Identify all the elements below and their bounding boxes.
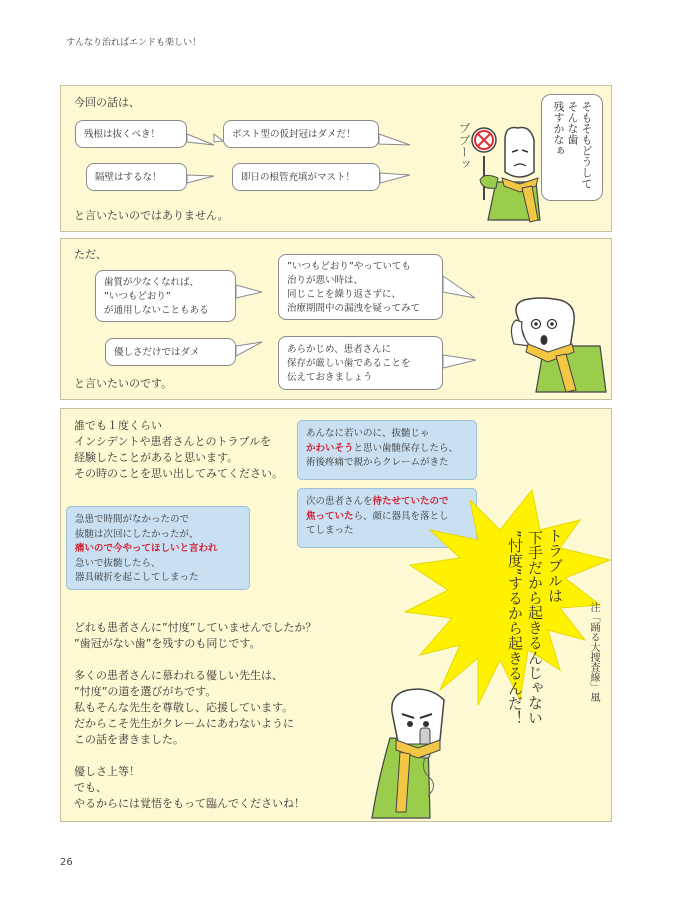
bubble5-line-2: ”いつもどおり”	[104, 291, 171, 302]
panel3-intro-line-3: 経験したことがあると思います。	[74, 451, 239, 464]
panel3-closing	[74, 620, 316, 812]
bubble7-line-4: 治療期間中の漏洩を疑ってみて	[287, 303, 421, 314]
panel1-intro: 今回の話は、	[74, 96, 140, 109]
box2-highlight-1: 待たせていたので	[372, 496, 449, 507]
closing-line-6: 私もそんな先生を尊敬し、応援しています。	[74, 701, 294, 714]
box3-line-1: 急患で時間がなかったので	[75, 514, 190, 525]
box2-before: 次の患者さんを	[306, 496, 373, 507]
box3-line-4: 急いで抜髄したら、	[75, 557, 161, 569]
panel3-intro-line-2: インシデントや患者さんとのトラブルを	[74, 435, 272, 448]
panel2-outro: と言いたいのです。	[74, 377, 173, 390]
incident-box-1	[297, 420, 477, 480]
shout-line-3: ”忖度”するから起きるんだ！	[506, 530, 524, 726]
box3-line-5: 器具破折を起こしてしまった	[75, 572, 199, 583]
box1-line-3: 術後疼痛で親からクレームがきた	[306, 457, 449, 468]
panel2-intro: ただ、	[74, 248, 107, 261]
panel3-intro	[74, 418, 283, 482]
speech-bubble-7	[278, 254, 443, 320]
speech-bubble-4: 即日の根管充填がマスト！	[232, 163, 380, 191]
speech-bubble-6: 優しさだけではダメ	[105, 338, 236, 366]
box2-line-1	[306, 495, 468, 510]
closing-line-9	[74, 748, 316, 764]
tooth-character-3	[0, 0, 1, 1]
thought-line-2: そんな歯	[566, 101, 579, 145]
box1-line-2	[306, 442, 468, 457]
closing-line-3	[74, 652, 316, 668]
bubble5-line-1: 歯質が少なくなれば、	[104, 277, 200, 288]
panel1-outro: と言いたいのではありません。	[74, 209, 229, 222]
speech-bubble-8	[278, 336, 443, 390]
closing-line-2: ”歯冠がない歯”を残すのも同じです。	[74, 637, 261, 650]
bubble8-line-2: 保存が厳しい歯であることを	[287, 358, 411, 369]
bubble7-line-1: ”いつもどおり”やっていても	[287, 261, 411, 272]
box3-line-2: 抜髄は次回にしたかったが、	[75, 528, 199, 540]
thought-line-1: そもそもどうして	[580, 101, 593, 189]
shout-line-2: 下手だから起きるんじゃない	[526, 530, 544, 725]
box3-highlight: 痛いので今やってほしいと言われ	[75, 543, 218, 554]
closing-line-4: 多くの患者さんに慕われる優しい先生は、	[74, 669, 283, 682]
footnote-note: 注「踊る大捜査線」風	[588, 602, 599, 702]
closing-line-10: 優しさ上等！	[74, 765, 140, 778]
box2-line-2	[306, 510, 468, 525]
bubble7-line-3: 同じことを繰り返さずに、	[287, 289, 402, 300]
box1-after-1: と思い歯髄保存したら、	[353, 442, 459, 454]
bubble5-line-3: が通用しないこともある	[104, 305, 209, 316]
box1-line-1: あんなに若いのに、抜髄じゃ	[306, 428, 430, 439]
running-header: すんなり治ればエンドも楽しい！	[66, 38, 202, 48]
closing-line-7: だからこそ先生がクレームにあわないように	[74, 717, 294, 730]
closing-line-11: でも、	[74, 781, 107, 794]
speech-bubble-2: ポスト型の仮封冠はダメだ！	[223, 120, 379, 148]
bubble7-line-2: 治りが悪い時は、	[287, 275, 364, 286]
page-number: 26	[60, 857, 73, 868]
closing-line-12: やるからには覚悟をもって臨んでくださいね！	[74, 797, 305, 810]
speech-bubble-1: 残根は抜くべき！	[75, 120, 187, 148]
closing-line-1: どれも患者さんに”忖度”していませんでしたか？	[74, 621, 317, 634]
thought-line-3: 残すかなぁ	[552, 101, 565, 156]
box2-highlight-2: 焦っていた	[306, 510, 354, 522]
closing-line-5: ”忖度”の道を選びがちです。	[74, 685, 217, 698]
speech-bubble-5	[95, 270, 236, 322]
incident-box-3	[66, 506, 250, 590]
panel3-intro-line-4: その時のことを思い出してみてください。	[74, 467, 283, 480]
box2-after-1: ら、顔に器具を落とし	[353, 510, 449, 522]
panel3-intro-line-1: 誰でも１度くらい	[74, 419, 162, 432]
bubble8-line-1: あらかじめ、患者さんに	[287, 344, 392, 355]
closing-line-8: この話を書きました。	[74, 733, 184, 746]
box1-highlight: かわいそう	[306, 442, 354, 454]
speech-bubble-3: 隔壁はするな！	[86, 163, 187, 191]
shout-line-1: トラブルは	[546, 528, 564, 603]
bubble8-line-3: 伝えておきましょう	[287, 372, 373, 383]
box2-line-3: てしまった	[306, 525, 354, 536]
boo-sound-effect: ブブーッ	[457, 122, 471, 170]
